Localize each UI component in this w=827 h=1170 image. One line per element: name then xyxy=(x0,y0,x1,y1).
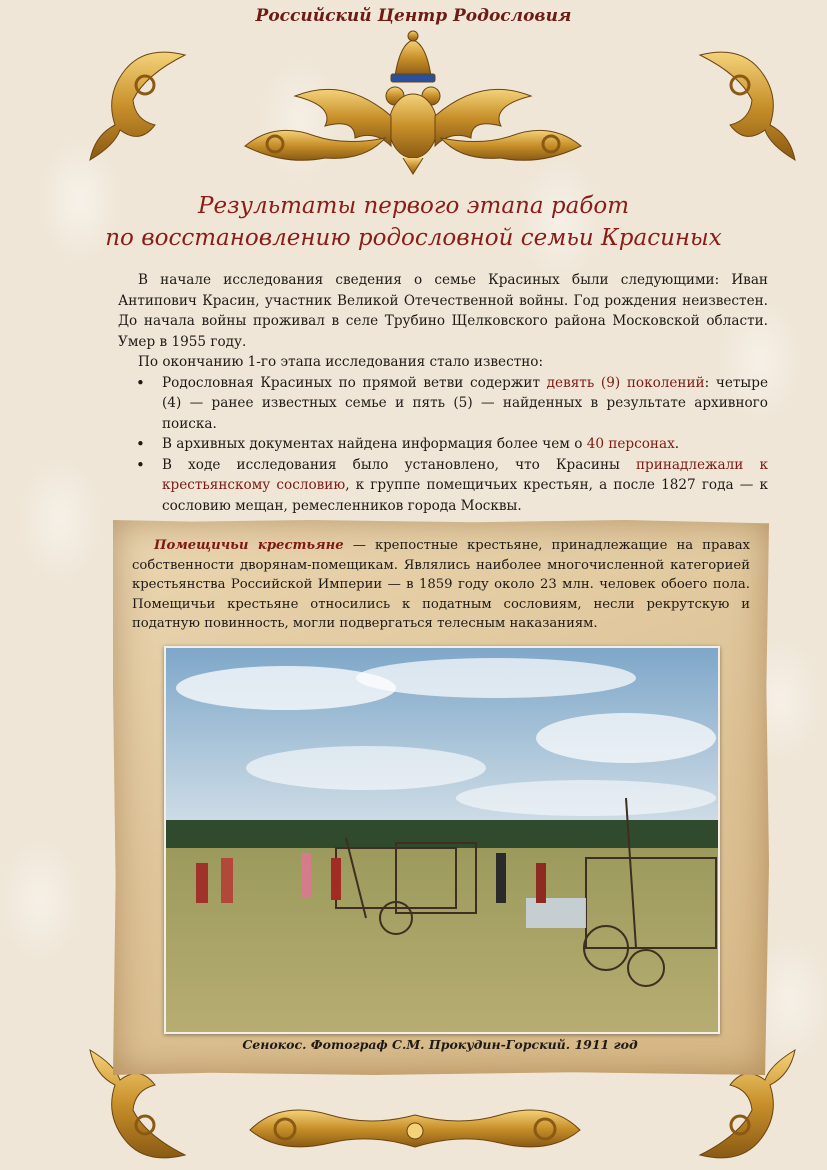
list-item: • Родословная Красиных по прямой ветви содержит девять (9) поколений: четыре (4) — ранее известных семье и пять (5) — найденных в результате архивного поиска. xyxy=(162,373,768,435)
list-item: • В архивных документах найдена информация более чем о 40 персонах. xyxy=(162,434,768,455)
findings-lead: По окончанию 1-го этапа исследования стало известно: xyxy=(138,354,544,370)
highlight-text: 40 персонах xyxy=(586,436,675,452)
note-text xyxy=(132,536,750,634)
note-definition: — крепостные крестьяне, принадлежащие на правах собственности дворянам-помещикам. Являлись наиболее многочисленной категорией крестьянства Российской Империи — в 1859 году около 23 млн. человек обоего пола. Помещичьи крестьяне относились к податным сословиям, несли рекрутскую и податную повинность, могли подвергаться телесным наказаниям. xyxy=(132,538,750,631)
highlight-text: девять (9) поколений xyxy=(546,374,705,391)
page-title xyxy=(60,190,767,254)
hay-harvest-photo xyxy=(164,646,720,1034)
highlight-text: принадлежали к крестьянскому сословию xyxy=(162,456,768,493)
findings-list xyxy=(118,373,768,517)
list-item: • В ходе исследования было установлено, что Красины принадлежали к крестьянскому сословию, к группе помещичьих крестьян, а после 1827 года — к сословию мещан, ремесленников города Москвы. xyxy=(162,455,768,517)
corner-ornament-top-right-icon xyxy=(690,45,800,165)
intro-paragraph: В начале исследования сведения о семье Красиных были следующими: Иван Антипович Красин, участник Великой Отечественной войны. Год рождения неизвестен. До начала войны проживал в селе Трубино Щелковского района Московской области. Умер в 1955 году. xyxy=(118,272,768,350)
organization-name: Российский Центр Родословия xyxy=(255,6,572,26)
page-title-line-2: по восстановлению родословной семьи Красиных xyxy=(105,225,722,251)
main-text xyxy=(118,270,768,516)
corner-ornament-top-left-icon xyxy=(85,45,195,165)
note-term: Помещичьи крестьяне xyxy=(154,538,344,553)
bottom-scroll-ornament-icon xyxy=(240,1085,590,1165)
landscape-image-icon xyxy=(166,648,718,1032)
imperial-eagle-crest-icon xyxy=(235,26,591,176)
page-title-line-1: Результаты первого этапа работ xyxy=(197,193,630,219)
photo-caption: Сенокос. Фотограф С.М. Прокудин-Горский. 1911 год xyxy=(242,1037,638,1052)
